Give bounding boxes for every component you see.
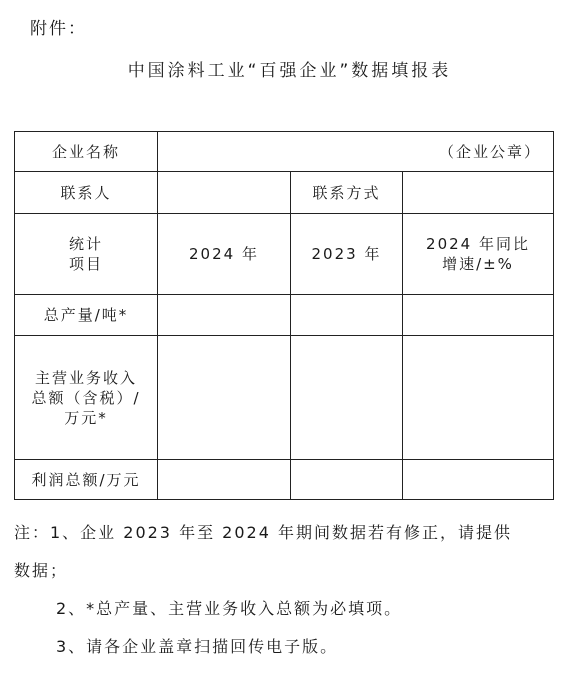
contact-person-label: 联系人: [15, 172, 158, 214]
total-output-2024-cell[interactable]: [158, 295, 291, 336]
stats-item-header-line2: 项目: [68, 255, 103, 273]
revenue-label-line3: 万元*: [64, 408, 108, 427]
total-output-2023-cell[interactable]: [291, 295, 403, 336]
contact-person-input-cell[interactable]: [158, 172, 291, 214]
revenue-2024-cell[interactable]: [158, 336, 291, 460]
document-title: 中国涂料工业“百强企业”数据填报表: [127, 61, 452, 81]
revenue-row: [15, 336, 554, 460]
notes-section: [14, 514, 574, 666]
total-profit-row: [15, 460, 554, 500]
company-seal-cell[interactable]: （企业公章）: [158, 132, 554, 172]
revenue-label: [15, 336, 158, 460]
contact-method-label: 联系方式: [291, 172, 403, 214]
note-1-line-1: 注：1、企业 2023 年至 2024 年期间数据若有修正，请提供: [14, 523, 512, 542]
year-2023-header: 2023 年: [291, 214, 403, 295]
company-name-row: [15, 132, 554, 172]
stats-header-row: [15, 214, 554, 295]
company-name-label: 企业名称: [15, 132, 158, 172]
growth-rate-header: [403, 214, 554, 295]
stats-item-header-line1: 统计: [68, 235, 103, 253]
total-profit-growth-cell[interactable]: [403, 460, 554, 500]
revenue-growth-cell[interactable]: [403, 336, 554, 460]
revenue-label-line2: 总额（含税）/: [31, 388, 141, 407]
revenue-label-line1: 主营业务收入: [34, 368, 137, 387]
total-output-label: 总产量/吨*: [15, 295, 158, 336]
contact-row: [15, 172, 554, 214]
note-3: 3、请各企业盖章扫描回传电子版。: [56, 637, 339, 656]
total-output-growth-cell[interactable]: [403, 295, 554, 336]
data-report-form: [14, 131, 554, 500]
contact-method-input-cell[interactable]: [403, 172, 554, 214]
total-profit-2024-cell[interactable]: [158, 460, 291, 500]
attachment-label: 附件：: [30, 19, 87, 39]
note-1-line-2: 数据；: [14, 561, 69, 580]
total-profit-2023-cell[interactable]: [291, 460, 403, 500]
total-profit-label: 利润总额/万元: [15, 460, 158, 500]
growth-rate-header-line2: 增速/±%: [442, 255, 514, 273]
stats-item-header: [15, 214, 158, 295]
note-2: 2、*总产量、主营业务收入总额为必填项。: [56, 599, 403, 618]
revenue-2023-cell[interactable]: [291, 336, 403, 460]
growth-rate-header-line1: 2024 年同比: [426, 235, 530, 253]
total-output-row: [15, 295, 554, 336]
year-2024-header: 2024 年: [158, 214, 291, 295]
